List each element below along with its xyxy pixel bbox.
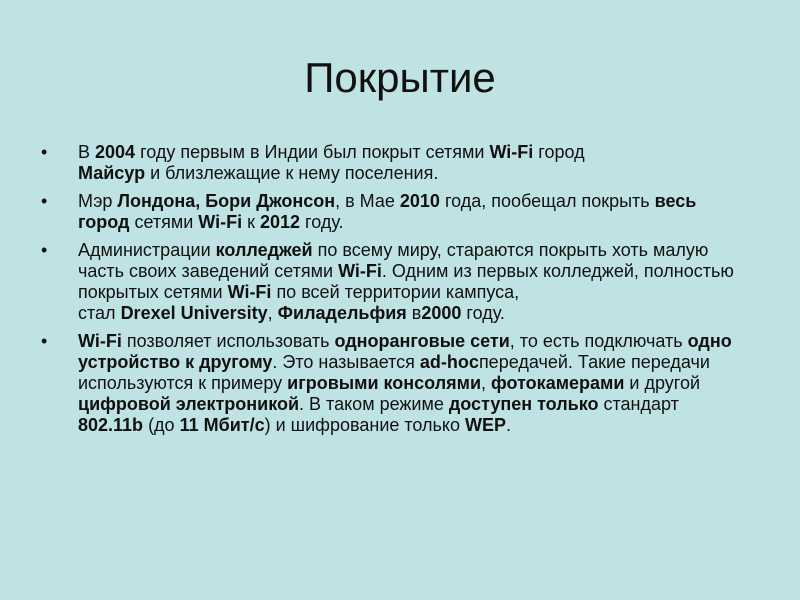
bold-text-segment: 2004 <box>95 142 136 162</box>
text-segment: по всему миру, стараются покрыть хоть малую часть своих заведений сетями <box>78 240 709 281</box>
text-segment: к <box>242 212 260 232</box>
bullet-item <box>36 331 746 436</box>
text-segment: по всей территории кампуса, <box>271 282 520 302</box>
bold-text-segment: Drexel University <box>120 303 268 323</box>
bold-text-segment: Лондона, Бори Джонсон <box>117 191 336 211</box>
bullet-marker: • <box>41 240 48 260</box>
text-segment: В <box>78 142 96 162</box>
text-segment: году первым в Индии был покрыт сетями <box>135 142 490 162</box>
bold-text-segment: игровыми консолями <box>287 373 482 393</box>
bullet-item <box>36 191 746 233</box>
bullet-marker: • <box>41 191 48 211</box>
bold-text-segment: цифровой электроникой <box>78 394 300 414</box>
bold-text-segment: 2000 <box>421 303 462 323</box>
bold-text-segment: Wi-Fi <box>338 261 382 281</box>
bold-text-segment: WEP <box>465 415 507 435</box>
text-segment: Администрации <box>78 240 216 260</box>
bold-text-segment: Майсур <box>78 163 146 183</box>
bullet-text <box>78 240 734 323</box>
text-segment: передачей. Такие передачи используются к примеру <box>78 352 710 393</box>
bold-text-segment: колледжей <box>215 240 313 260</box>
bold-text-segment: Wi-Fi <box>198 212 243 232</box>
text-segment: и близлежащие к нему поселения. <box>145 163 439 183</box>
text-segment: года, пообещал покрыть <box>439 191 655 211</box>
text-segment: , то есть подключать <box>509 331 688 351</box>
text-segment: . Одним из первых колледжей, полностью покрытых сетями <box>78 261 734 302</box>
text-segment: , <box>481 373 492 393</box>
text-segment: сетями <box>129 212 199 232</box>
bold-text-segment: ad-hoc <box>419 352 479 372</box>
text-segment: стандарт <box>598 394 679 414</box>
bold-text-segment: Wi-Fi <box>227 282 272 302</box>
slide-title: Покрытие <box>304 54 496 101</box>
text-segment: . <box>506 415 512 435</box>
text-segment: город <box>533 142 585 162</box>
bold-text-segment: 11 Мбит/с <box>179 415 265 435</box>
bullet-marker: • <box>41 331 48 351</box>
bold-text-segment: 2012 <box>260 212 301 232</box>
text-segment: Мэр <box>78 191 118 211</box>
bold-text-segment: одно устройство к другому <box>78 331 732 372</box>
bullet-item <box>36 240 746 324</box>
text-segment: году. <box>300 212 344 232</box>
text-segment: ) и шифрование только <box>264 415 466 435</box>
bold-text-segment: фотокамерами <box>491 373 625 393</box>
text-segment: , <box>267 303 278 323</box>
text-segment: и другой <box>624 373 701 393</box>
bold-text-segment: 802.11b <box>78 415 144 435</box>
bullet-text <box>78 142 585 183</box>
bold-text-segment: Wi-Fi <box>489 142 534 162</box>
bullet-list <box>36 142 746 443</box>
bold-text-segment: доступен только <box>448 394 599 414</box>
text-segment: году. <box>461 303 505 323</box>
bullet-text <box>78 191 696 232</box>
bold-text-segment: одноранговые сети <box>334 331 510 351</box>
bold-text-segment: 2010 <box>399 191 440 211</box>
bold-text-segment: Wi-Fi <box>78 331 122 351</box>
bullet-marker: • <box>41 142 48 162</box>
bullet-item <box>36 142 638 184</box>
bullet-text <box>78 331 732 435</box>
text-segment: позволяет использовать <box>121 331 335 351</box>
text-segment: в <box>406 303 422 323</box>
text-segment: . В таком режиме <box>299 394 449 414</box>
text-segment: . Это называется <box>272 352 420 372</box>
text-segment: (до <box>143 415 180 435</box>
text-segment: стал <box>78 303 121 323</box>
bold-text-segment: весь город <box>78 191 697 232</box>
bold-text-segment: Филадельфия <box>277 303 407 323</box>
text-segment: , в Мае <box>335 191 400 211</box>
